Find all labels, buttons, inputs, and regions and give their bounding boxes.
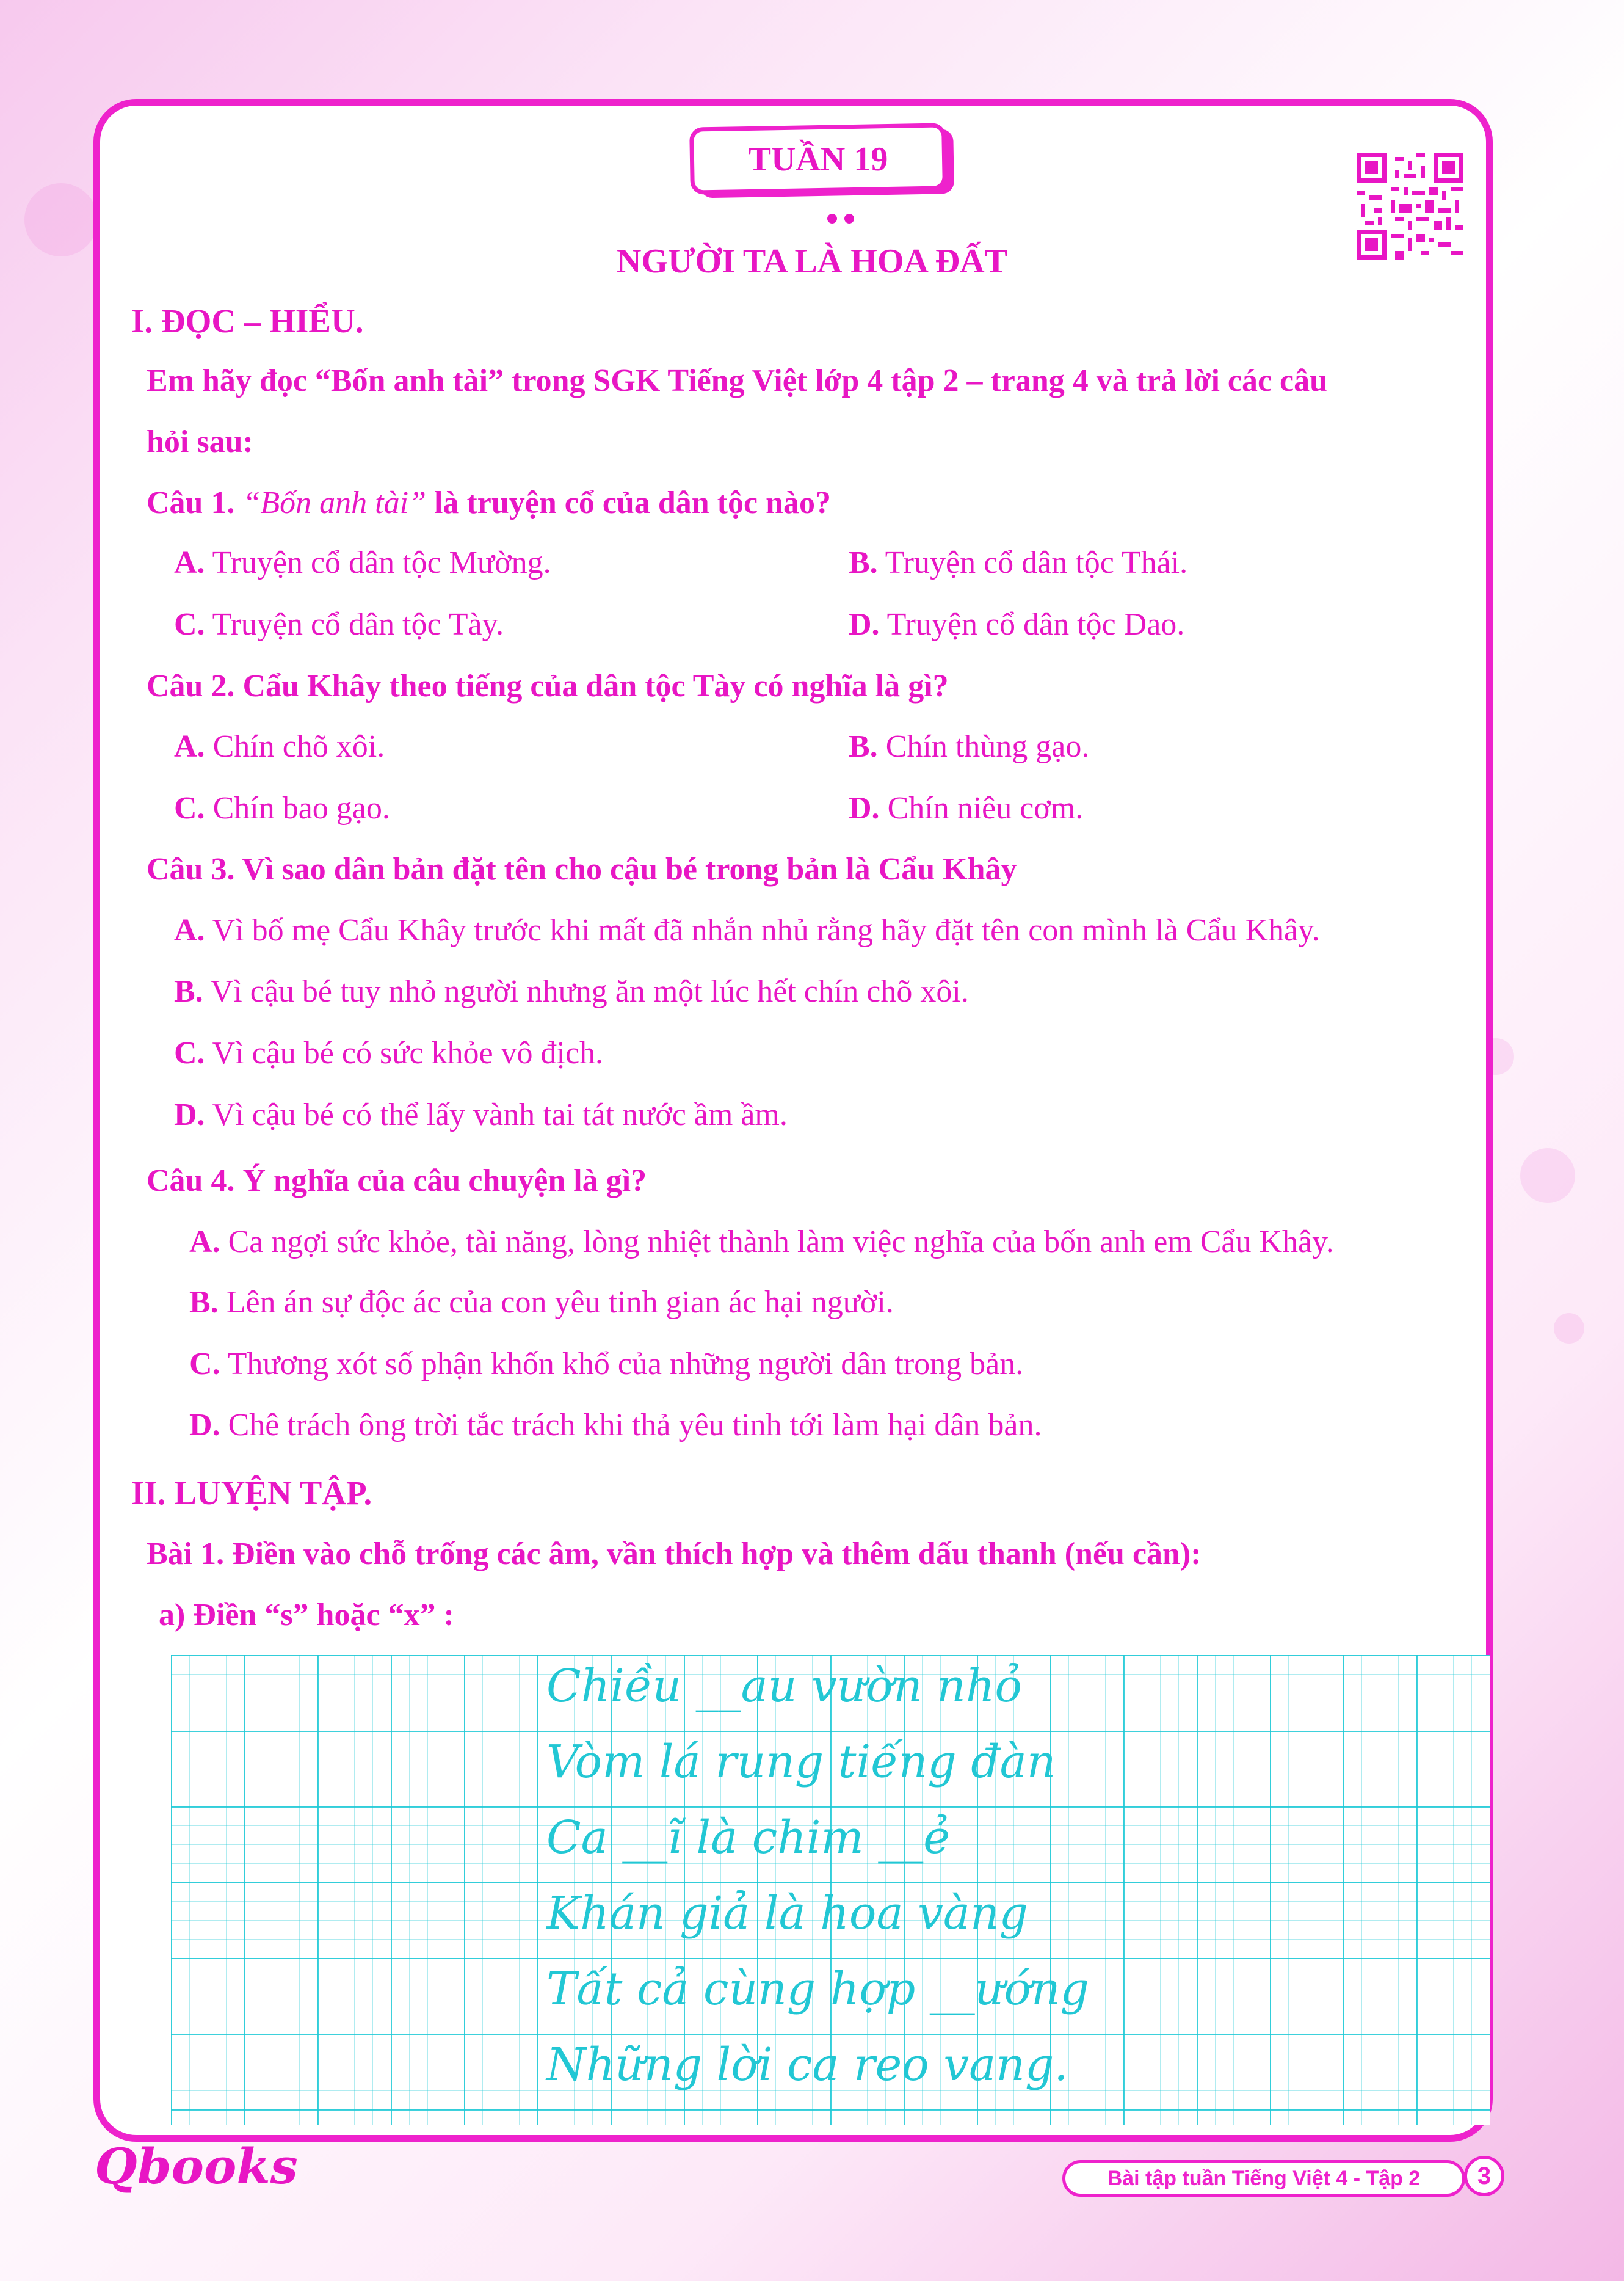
question-4: Câu 4. Ý nghĩa của câu chuyện là gì? <box>147 1163 647 1198</box>
option-key: D. <box>174 1097 205 1132</box>
option-key: C. <box>174 791 205 826</box>
option-text: Vì cậu bé tuy nhỏ người nhưng ăn một lúc hết chín chõ xôi. <box>210 974 969 1009</box>
handwriting-line: Ca __ĩ là chim __ẻ <box>546 1811 951 1864</box>
decor-dot <box>844 214 854 224</box>
answer-option[interactable] <box>174 606 504 643</box>
handwriting-line: Những lời ca reo vang. <box>546 2039 1068 2091</box>
week-tag <box>690 125 946 195</box>
option-text: Truyện cổ dân tộc Dao. <box>886 607 1185 642</box>
option-text: Vì cậu bé có thể lấy vành tai tát nước ầm ầm. <box>212 1097 788 1132</box>
page-number: 3 <box>1464 2156 1504 2196</box>
answer-option[interactable] <box>189 1284 894 1321</box>
handwriting-line: Khán giả là hoa vàng <box>546 1887 1029 1940</box>
option-key: A. <box>189 1224 220 1259</box>
lesson-title: NGƯỜI TA LÀ HOA ĐẤT <box>617 242 1007 280</box>
exercise-1a-instruction: a) Điền “s” hoặc “x” : <box>159 1598 454 1632</box>
option-text: Chín niêu cơm. <box>887 791 1084 826</box>
option-text: Chín thùng gạo. <box>885 729 1090 764</box>
answer-option[interactable] <box>189 1407 1042 1444</box>
option-key: C. <box>174 1036 205 1071</box>
answer-option[interactable] <box>849 790 1083 827</box>
answer-option[interactable] <box>849 545 1187 581</box>
background-blot <box>1554 1313 1584 1344</box>
option-text: Vì cậu bé có sức khỏe vô địch. <box>212 1036 604 1071</box>
question-3: Câu 3. Vì sao dân bản đặt tên cho cậu bé trong bản là Cẩu Khây <box>147 852 1017 887</box>
option-text: Lên án sự độc ác của con yêu tinh gian ác hại người. <box>226 1285 894 1320</box>
option-key: C. <box>174 607 205 642</box>
option-text: Ca ngợi sức khỏe, tài năng, lòng nhiệt thành làm việc nghĩa của bốn anh em Cẩu Khây. <box>228 1224 1334 1259</box>
section-heading: II. LUYỆN TẬP. <box>131 1474 372 1512</box>
option-text: Chê trách ông trời tắc trách khi thả yêu tinh tới làm hại dân bản. <box>228 1408 1042 1442</box>
option-key: A. <box>174 729 205 764</box>
option-text: Thương xót số phận khốn khổ của những người dân trong bản. <box>227 1347 1024 1381</box>
handwriting-line: Vòm lá rung tiếng đàn <box>546 1736 1056 1788</box>
background-blot <box>1520 1148 1575 1203</box>
decor-dot <box>827 214 837 224</box>
option-key: B. <box>174 974 203 1009</box>
question-2: Câu 2. Cẩu Khây theo tiếng của dân tộc Tày có nghĩa là gì? <box>147 669 949 704</box>
option-key: D. <box>849 791 880 826</box>
option-key: A. <box>174 913 205 948</box>
option-text: Chín bao gạo. <box>212 791 390 826</box>
handwriting-line: Chiều __au vườn nhỏ <box>546 1660 1023 1712</box>
option-key: A. <box>174 545 205 580</box>
option-key: C. <box>189 1347 220 1381</box>
answer-option[interactable] <box>174 790 390 827</box>
section-heading: I. ĐỌC – HIỂU. <box>131 302 364 340</box>
answer-option[interactable] <box>849 606 1184 643</box>
option-text: Chín chõ xôi. <box>212 729 385 764</box>
question-text: là truyện cổ của dân tộc nào? <box>433 486 831 520</box>
option-key: B. <box>849 545 878 580</box>
story-title: “Bốn anh tài” <box>242 486 426 520</box>
answer-option[interactable] <box>174 973 969 1010</box>
answer-option[interactable] <box>189 1224 1334 1261</box>
book-title-badge: Bài tập tuần Tiếng Việt 4 - Tập 2 <box>1062 2160 1465 2197</box>
intro-text: Em hãy đọc “Bốn anh tài” trong SGK Tiếng Việt lớp 4 tập 2 – trang 4 và trả lời các câu <box>147 363 1328 398</box>
option-key: B. <box>189 1285 219 1320</box>
question-1 <box>147 485 831 522</box>
question-label: Câu 1. <box>147 486 235 520</box>
answer-option[interactable] <box>189 1346 1023 1383</box>
answer-option[interactable] <box>174 912 1320 949</box>
exercise-1-instruction: Bài 1. Điền vào chỗ trống các âm, vần thích hợp và thêm dấu thanh (nếu cần): <box>147 1537 1202 1571</box>
option-text: Truyện cổ dân tộc Tày. <box>212 607 504 642</box>
option-key: B. <box>849 729 878 764</box>
option-text: Vì bố mẹ Cẩu Khây trước khi mất đã nhắn nhủ rằng hãy đặt tên con mình là Cẩu Khây. <box>212 913 1320 948</box>
answer-option[interactable] <box>849 729 1089 765</box>
answer-option[interactable] <box>174 1035 603 1072</box>
week-tag-label: TUẦN 19 <box>748 140 888 178</box>
intro-text: hỏi sau: <box>147 424 253 459</box>
option-text: Truyện cổ dân tộc Thái. <box>885 545 1188 580</box>
handwriting-line: Tất cả cùng hợp __ướng <box>546 1963 1090 2015</box>
option-key: D. <box>849 607 880 642</box>
option-key: D. <box>189 1408 220 1442</box>
answer-option[interactable] <box>174 1097 788 1133</box>
answer-option[interactable] <box>174 729 385 765</box>
publisher-logo: Qbooks <box>95 2137 298 2195</box>
answer-option[interactable] <box>174 545 551 581</box>
option-text: Truyện cổ dân tộc Mường. <box>212 545 551 580</box>
